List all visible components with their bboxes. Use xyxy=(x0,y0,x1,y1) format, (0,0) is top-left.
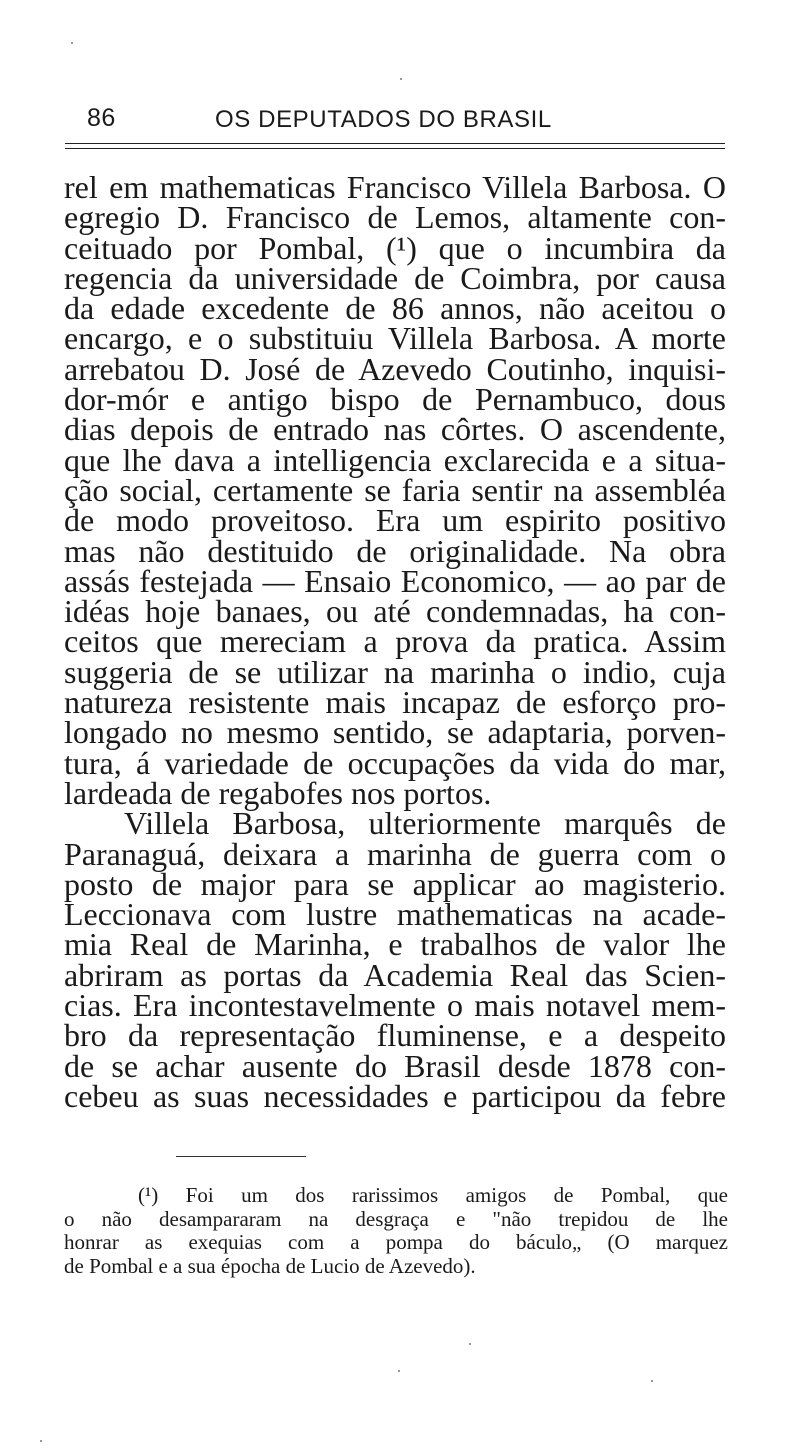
footnote-line: o não desampararam na desgraça e "não trepidou de lhe xyxy=(64,1206,728,1231)
text-line: encargo, e o substituiu Villela Barbosa. A morte xyxy=(64,320,726,357)
text-line: dias depois de entrado nas côrtes. O ascendente, xyxy=(64,411,726,448)
text-line: de modo proveitoso. Era um espirito positivo xyxy=(64,502,726,539)
text-line: mia Real de Marinha, e trabalhos de valor lhe xyxy=(64,926,726,963)
footnote-line: (¹) Foi um dos rarissimos amigos de Pombal, que xyxy=(138,1183,728,1207)
text-line: suggeria de se utilizar na marinha o indio, cuja xyxy=(64,653,726,690)
text-line: regencia da universidade de Coimbra, por causa xyxy=(64,259,726,296)
paper-speck xyxy=(71,42,73,44)
text-line: cias. Era incontestavelmente o mais notavel mem- xyxy=(64,987,726,1024)
text-line: posto de major para se applicar ao magisterio. xyxy=(64,865,726,902)
text-line: rel em mathematicas Francisco Villela Barbosa. O xyxy=(64,169,726,205)
text-line: idéas hoje banaes, ou até condemnadas, ha con- xyxy=(64,593,726,630)
text-line-paragraph-start: Villela Barbosa, ulteriormente marquês de xyxy=(124,805,726,842)
text-line: de se achar ausente do Brasil desde 1878 con- xyxy=(64,1047,726,1084)
text-line: abriram as portas da Academia Real das Scien- xyxy=(64,956,726,993)
text-line: egregio D. Francisco de Lemos, altamente con- xyxy=(64,199,726,236)
text-line: ceitos que mereciam a prova da pratica. Assim xyxy=(64,623,726,660)
paper-speck xyxy=(40,1440,42,1442)
text-line: Leccionava com lustre mathematicas na acade- xyxy=(64,896,726,933)
text-line: arrebatou D. José de Azevedo Coutinho, inquisi- xyxy=(64,350,726,387)
footnote-separator xyxy=(176,1156,306,1157)
paper-speck xyxy=(398,1370,400,1372)
page-header xyxy=(65,104,725,140)
text-line: ção social, certamente se faria sentir na assembléa xyxy=(64,471,726,508)
text-line: longado no mesmo sentido, se adaptaria, porven- xyxy=(64,714,726,751)
text-line: Paranaguá, deixara a marinha de guerra com o xyxy=(64,835,726,872)
text-line: assás festejada — Ensaio Economico, — ao par de xyxy=(64,562,726,599)
body-text xyxy=(64,169,726,1114)
text-line: mas não destituido de originalidade. Na obra xyxy=(64,532,726,569)
text-line: cebeu as suas necessidades e participou da febre xyxy=(64,1077,726,1114)
text-line: natureza resistente mais incapaz de esforço pro- xyxy=(64,684,726,721)
text-line: lardeada de regabofes nos portos. xyxy=(64,774,492,811)
text-line: dor-mór e antigo bispo de Pernambuco, dous xyxy=(64,381,726,418)
paper-speck xyxy=(469,1343,471,1345)
footnotes xyxy=(64,1184,728,1278)
footnote-line: de Pombal e a sua épocha de Lucio de Azevedo). xyxy=(64,1253,476,1278)
text-line: que lhe dava a intelligencia exclarecida e a situa- xyxy=(64,441,726,478)
header-rule-double xyxy=(65,148,725,149)
text-line: da edade excedente de 86 annos, não aceitou o xyxy=(64,290,726,327)
text-line: ceituado por Pombal, (¹) que o incumbira da xyxy=(64,229,726,266)
footnote-line: honrar as exequias com a pompa do báculo„ (O marquez xyxy=(64,1230,728,1254)
paper-speck xyxy=(400,78,402,80)
running-title: OS DEPUTADOS DO BRASIL xyxy=(215,106,552,133)
page-number: 86 xyxy=(87,104,116,132)
header-rule xyxy=(65,143,725,144)
text-line: tura, á variedade de occupações da vida do mar, xyxy=(64,744,726,781)
text-line: bro da representação fluminense, e a despeito xyxy=(64,1017,726,1054)
paper-speck xyxy=(651,1380,653,1382)
